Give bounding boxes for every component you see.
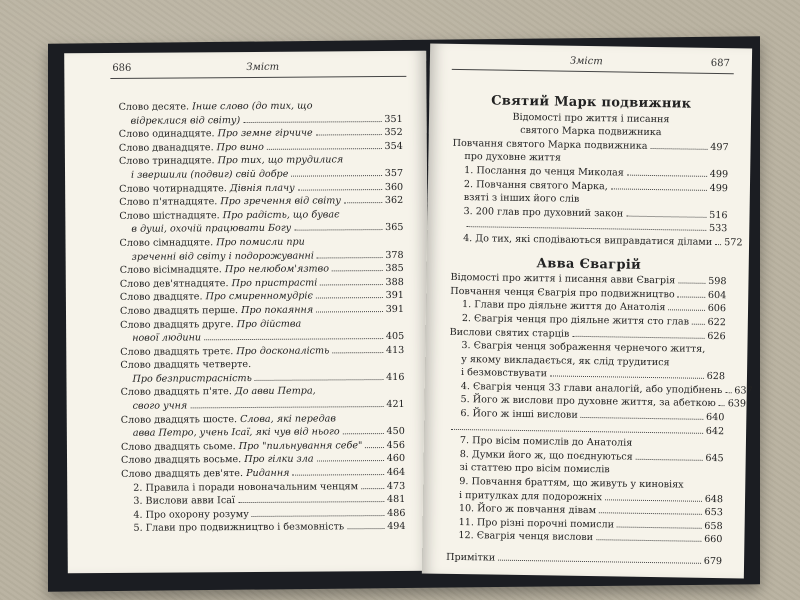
toc-page-number: 450 — [386, 426, 405, 438]
toc-entry-text: Про вино — [216, 141, 264, 153]
toc-entry-title — [119, 127, 313, 142]
toc-page-number: 637 — [734, 385, 753, 397]
leader-dots — [466, 226, 706, 231]
toc-page-number: 516 — [709, 209, 728, 221]
toc-entry-text: Дівнія плачу — [229, 182, 295, 194]
leader-dots — [298, 189, 382, 191]
toc-entry-text: Про різні порочні помисли — [476, 517, 615, 531]
leader-dots — [611, 188, 707, 191]
right-toc — [446, 92, 753, 569]
toc-page-number: 378 — [385, 249, 404, 261]
toc-entry-text: Вислови святих старців — [449, 326, 570, 340]
toc-entry-text: Повчання святого Марка подвижника — [452, 137, 648, 152]
toc-entry-text: Слово сімнадцяте. — [119, 237, 217, 249]
toc-entry-title — [120, 303, 313, 318]
leader-dots — [344, 202, 382, 203]
toc-entry-title — [133, 521, 344, 536]
toc-entry-text: 7. — [459, 435, 473, 447]
toc-page-number: 354 — [384, 140, 403, 152]
right-page-number: 687 — [710, 57, 730, 70]
toc-entry-text: Про пристрасті — [231, 277, 318, 289]
toc-entry-text: До авви Петра, — [234, 385, 316, 398]
toc-entry-text: Про покаяння — [241, 304, 314, 316]
toc-page-number: 362 — [384, 195, 404, 207]
toc-entry-text: 4. — [463, 232, 476, 245]
toc-entry-text: 2. — [461, 312, 475, 325]
toc-entry-text: 2. — [133, 482, 146, 494]
toc-page-number: 351 — [384, 113, 403, 125]
toc-page-number: 486 — [387, 507, 406, 519]
toc-page-number: 598 — [708, 276, 727, 288]
section-title-evagrius: Авва Євагрій — [536, 255, 642, 273]
leader-dots — [627, 175, 707, 177]
left-toc — [119, 99, 406, 536]
toc-entry-text: Про тих, що трудилися — [217, 154, 344, 167]
toc-entry-text: зреченні від світу і подорожуванні — [131, 250, 314, 263]
toc-page-number: 648 — [704, 493, 724, 505]
toc-entry-text: 4. — [133, 509, 146, 521]
toc-page-number: 497 — [710, 141, 729, 153]
toc-entry-text: Слово дев'ятнадцяте. — [119, 277, 232, 290]
leader-dots — [605, 499, 702, 502]
toc-entry-text: До тих, які сподіваються виправдатися ділами — [475, 233, 713, 248]
leader-dots — [626, 215, 706, 217]
leader-dots — [725, 392, 731, 393]
toc-entry-text: Інше слово (до тих, що — [192, 100, 313, 113]
toc-entry-text: Правила і поради новоначальним ченцям — [145, 480, 359, 494]
toc-page-number: 660 — [704, 534, 723, 546]
section-intro-line: Відомості про життя і писання — [512, 111, 670, 125]
toc-entry-title — [119, 236, 304, 251]
toc-entry-text: 5. — [460, 394, 473, 406]
toc-entry-text: Про дійства — [236, 318, 302, 330]
toc-entry-text: Про помисли при — [216, 236, 305, 249]
toc-page-number: 606 — [707, 303, 727, 315]
toc-entry-text: Його ж повчання дівам — [477, 503, 597, 517]
leader-dots — [650, 148, 707, 150]
left-page — [64, 51, 430, 574]
toc-entry[interactable] — [121, 520, 405, 536]
leader-dots — [317, 257, 382, 258]
toc-entry-text: Слово двадцять п'яте. — [120, 386, 235, 399]
toc-entry-title — [133, 426, 340, 441]
toc-entry-text: 3. — [133, 495, 146, 508]
toc-entry-text: Про безпристрасність — [132, 372, 252, 385]
leader-dots — [498, 560, 701, 564]
toc-entry-title — [119, 100, 313, 115]
toc-entry-text: Його ж вислови про духовне життя, за абеткою — [472, 394, 716, 410]
leader-dots — [238, 501, 384, 503]
leader-dots — [294, 229, 382, 231]
toc-entry-title — [132, 331, 201, 345]
leader-dots — [291, 175, 381, 177]
leader-dots — [343, 433, 384, 434]
leader-dots — [581, 417, 703, 420]
leader-dots — [572, 335, 704, 338]
leader-dots — [332, 352, 383, 353]
toc-page-number: 604 — [707, 289, 727, 301]
toc-page-number: 653 — [704, 507, 723, 519]
toc-entry-text: 3. — [463, 205, 476, 217]
toc-entry-text: Про досконалість — [236, 345, 330, 357]
toc-entry-text: Слово двадцять сьоме. — [120, 440, 239, 453]
toc-entry-text: 3. — [461, 340, 474, 352]
toc-entry[interactable] — [121, 439, 405, 455]
toc-entry-text: відреклися від світу) — [130, 114, 241, 127]
toc-page-number: 413 — [385, 344, 405, 356]
toc-page-number: 494 — [387, 521, 406, 533]
toc-entry-title — [463, 205, 623, 221]
toc-entry-text: Слово дванадцяте. — [118, 141, 217, 154]
toc-page-number: 391 — [385, 290, 404, 302]
toc-entry-text: Його ж інші вислови — [472, 408, 578, 421]
toc-entry-title — [121, 439, 363, 454]
toc-entry-text: про духовне життя — [464, 151, 561, 164]
toc-entry-text: 4. — [460, 380, 474, 393]
toc-entry-text: Слово двадцять перше. — [119, 304, 242, 317]
toc-entry-text: Про земне гірчиче — [217, 127, 313, 140]
leader-dots — [332, 270, 382, 271]
toc-entry-text: зі статтею про вісім помислів — [459, 462, 610, 476]
leader-dots — [293, 474, 384, 476]
toc-entry-text: 2. — [463, 178, 477, 190]
toc-entry-text: і безмовствувати — [460, 367, 548, 380]
toc-entry-text: Євагрія ченця 33 глави аналогій, або уподібнень — [472, 381, 723, 397]
leader-dots — [599, 512, 701, 515]
toc-entry-text: Думки його ж, що поєднуються — [471, 449, 633, 463]
toc-entry-text: авва Петро, учень Ісаї, які чув від нього — [132, 426, 340, 440]
toc-entry-text: і притулках для подорожніх — [459, 489, 603, 503]
toc-entry-text: і звершили (подвиг) свій добре — [131, 168, 289, 181]
toc-entry-title — [460, 407, 578, 422]
header-rule — [452, 69, 734, 74]
toc-entry-text: Слово двадцять восьме. — [120, 454, 245, 467]
toc-entry-text: Послання до ченця Миколая — [476, 165, 624, 179]
leader-dots — [347, 528, 384, 529]
toc-entry-text: 200 глав про духовний закон — [475, 205, 624, 220]
toc-entry-title — [133, 494, 235, 508]
right-page — [422, 44, 752, 579]
toc-entry-title — [119, 181, 295, 196]
toc-page-number: 460 — [386, 453, 406, 465]
toc-entry-title: Примітки — [446, 551, 496, 564]
toc-page-number: 639 — [727, 398, 747, 410]
toc-entry-title — [458, 529, 593, 545]
toc-page-number: 626 — [707, 330, 726, 342]
leader-dots — [365, 447, 383, 448]
leader-dots — [204, 338, 383, 340]
toc-page-number: 388 — [385, 276, 404, 288]
toc-entry-text: 1. — [464, 165, 477, 177]
toc-page-number: 640 — [705, 411, 725, 424]
leader-dots — [252, 515, 384, 517]
left-page-number: 686 — [112, 62, 132, 74]
toc-page-number: 658 — [704, 520, 723, 532]
leader-dots — [719, 406, 725, 407]
toc-entry-title — [121, 453, 314, 468]
toc-entry-text: Слово двадцять четверте. — [120, 359, 252, 372]
section-intro-line: святого Марка подвижника — [520, 125, 662, 139]
leader-dots — [636, 459, 703, 461]
toc-page-number: 421 — [386, 398, 405, 411]
toc-entry-text: Слово п'ятнадцяте. — [119, 196, 221, 209]
toc-entry-text: Про смиренномудріє — [205, 290, 313, 303]
toc-page-number: 365 — [385, 222, 404, 234]
toc-entry-text: Слово одинадцяте. — [118, 128, 218, 141]
leader-dots — [190, 406, 383, 408]
toc-page-number: 533 — [708, 223, 728, 235]
toc-entry-text: Євагрія ченця зображення чернечого життя, — [473, 340, 706, 355]
toc-entry-text: Про вісім помислів до Анатолія — [472, 435, 633, 449]
toc-entry-text: Глави про подвижництво і безмовність — [145, 521, 345, 535]
left-running-title: Зміст — [246, 61, 280, 73]
leader-dots — [596, 540, 701, 543]
leader-dots — [243, 121, 381, 123]
toc-entry-text: Повчання ченця Євагрія про подвижництво — [450, 285, 675, 301]
leader-dots — [267, 148, 382, 150]
toc-entry-text: 10. — [458, 503, 478, 515]
toc-entry-text: Відомості про життя і писання авви Євагрія — [450, 271, 676, 287]
toc-page-number: 360 — [384, 181, 404, 193]
toc-entry-text: в душі, охочій працювати Богу — [131, 223, 292, 236]
toc-page-number: 622 — [707, 316, 726, 329]
toc-entry-title — [121, 467, 289, 482]
toc-entry-title — [120, 358, 251, 373]
toc-entry-text: свого учня — [132, 400, 188, 412]
leader-dots — [668, 310, 704, 312]
toc-entry-text: Глави про діяльне життя до Анатолія — [474, 299, 666, 314]
toc-entry-text: Про нелюбом'язтво — [224, 263, 330, 276]
toc-entry-text: Про зречення від світу — [220, 195, 341, 208]
toc-entry-text: Слово двадцять шосте. — [120, 413, 241, 426]
toc-entry-title — [119, 154, 343, 169]
toc-entry-text: Слова, які передав — [240, 413, 337, 425]
toc-entry-title — [132, 372, 251, 386]
toc-entry-text: Про охорону розуму — [145, 508, 249, 521]
toc-page-number: 572 — [724, 237, 743, 249]
leader-dots — [715, 244, 721, 245]
toc-page-number: 679 — [703, 555, 723, 568]
leader-dots — [451, 429, 703, 434]
toc-entry-title — [120, 344, 329, 359]
toc-page-number: 456 — [386, 439, 405, 451]
toc-page-number: 642 — [705, 425, 725, 437]
section-title-mark: Святий Марк подвижник — [491, 93, 692, 112]
toc-entry-text: 5. — [133, 523, 146, 535]
toc-entry-text: 8. — [459, 448, 473, 461]
leader-dots — [692, 324, 704, 325]
toc-entry-text: 12. — [458, 530, 477, 542]
leader-dots — [678, 296, 705, 297]
toc-entry-text: Слово чотирнадцяте. — [119, 182, 230, 195]
toc-entry-text: Євагрія ченця вислови — [476, 530, 594, 544]
toc-entry-title — [131, 114, 241, 128]
toc-entry-text: Слово двадцять друге. — [120, 318, 237, 331]
toc-page-number: 628 — [706, 371, 726, 383]
toc-entry-text: 6. — [460, 408, 473, 420]
right-running-title: Зміст — [569, 55, 603, 68]
toc-entry-title — [133, 508, 248, 522]
leader-dots — [320, 284, 382, 285]
toc-page-number: 385 — [385, 263, 404, 275]
toc-entry-text: Слово тринадцяте. — [118, 155, 218, 168]
leader-dots — [316, 311, 383, 312]
toc-page-number: 391 — [385, 303, 405, 315]
header-rule — [110, 76, 406, 79]
toc-entry-text: 11. — [458, 516, 478, 529]
leader-dots — [361, 488, 384, 489]
toc-entry-text: Повчання святого Марка, — [476, 178, 608, 192]
leader-dots — [316, 297, 383, 298]
toc-entry-title — [131, 222, 291, 237]
toc-entry-text: Про гілки зла — [244, 453, 314, 466]
toc-entry-text: Про "пильнування себе" — [238, 440, 363, 452]
toc-page-number: 405 — [385, 330, 405, 343]
toc-entry-text: Слово вісімнадцяте. — [119, 264, 225, 277]
toc-entry-title — [120, 263, 329, 278]
toc-entry-title — [120, 317, 301, 332]
toc-entry-title — [119, 141, 264, 156]
toc-page-number: 464 — [386, 466, 406, 479]
toc-entry-title — [120, 290, 313, 305]
toc-entry-text: Слово десяте. — [118, 101, 193, 113]
toc-entry-text: взяті з інших його слів — [463, 192, 580, 206]
toc-entry-text: Слово двадцять третє. — [120, 345, 237, 358]
toc-entry-text: у якому викладається, як слід трудитися — [461, 353, 670, 368]
toc-entry-title — [133, 480, 358, 495]
leader-dots — [255, 379, 383, 381]
toc-entry-title — [119, 208, 339, 223]
toc-page-number: 416 — [386, 371, 405, 383]
toc-entry-text: Слово двадцять дев'яте. — [121, 468, 247, 480]
toc-entry-text: Слово двадцяте. — [119, 291, 206, 304]
leader-dots — [317, 460, 384, 461]
toc-page-number: 499 — [709, 182, 729, 194]
toc-entry-title — [132, 249, 314, 264]
toc-page-number: 499 — [709, 168, 729, 181]
leader-dots — [316, 134, 382, 135]
leader-dots — [617, 526, 701, 528]
toc-entry-title — [131, 168, 288, 183]
toc-entry-text: Ридання — [246, 467, 290, 480]
toc-entry-text: Про радість, що буває — [222, 209, 340, 221]
toc-entry-title — [133, 399, 188, 413]
toc-page-number: 481 — [386, 494, 406, 506]
toc-entry-text: Слово шістнадцяте. — [119, 209, 223, 222]
toc-entry-text: нової людини — [132, 332, 202, 344]
leader-dots — [550, 376, 704, 379]
toc-entry-title — [120, 276, 318, 291]
toc-entry-title — [121, 385, 316, 400]
toc-page-number: 357 — [384, 167, 404, 180]
toc-entry-text: Повчання браттям, що живуть у киновіях — [471, 476, 684, 491]
leader-dots — [678, 283, 705, 284]
toc-entry-text: Вислови авви Ісаї — [145, 495, 236, 507]
toc-page-number: 473 — [386, 480, 406, 492]
toc-entry-text: 9. — [459, 476, 472, 488]
toc-entry-text: Євагрія ченця про діяльне життя сто глав — [473, 313, 690, 328]
toc-entry-title — [461, 366, 547, 381]
toc-page-number: 645 — [705, 452, 724, 465]
toc-entry-text: 1. — [461, 299, 475, 311]
toc-page-number: 352 — [384, 127, 403, 139]
